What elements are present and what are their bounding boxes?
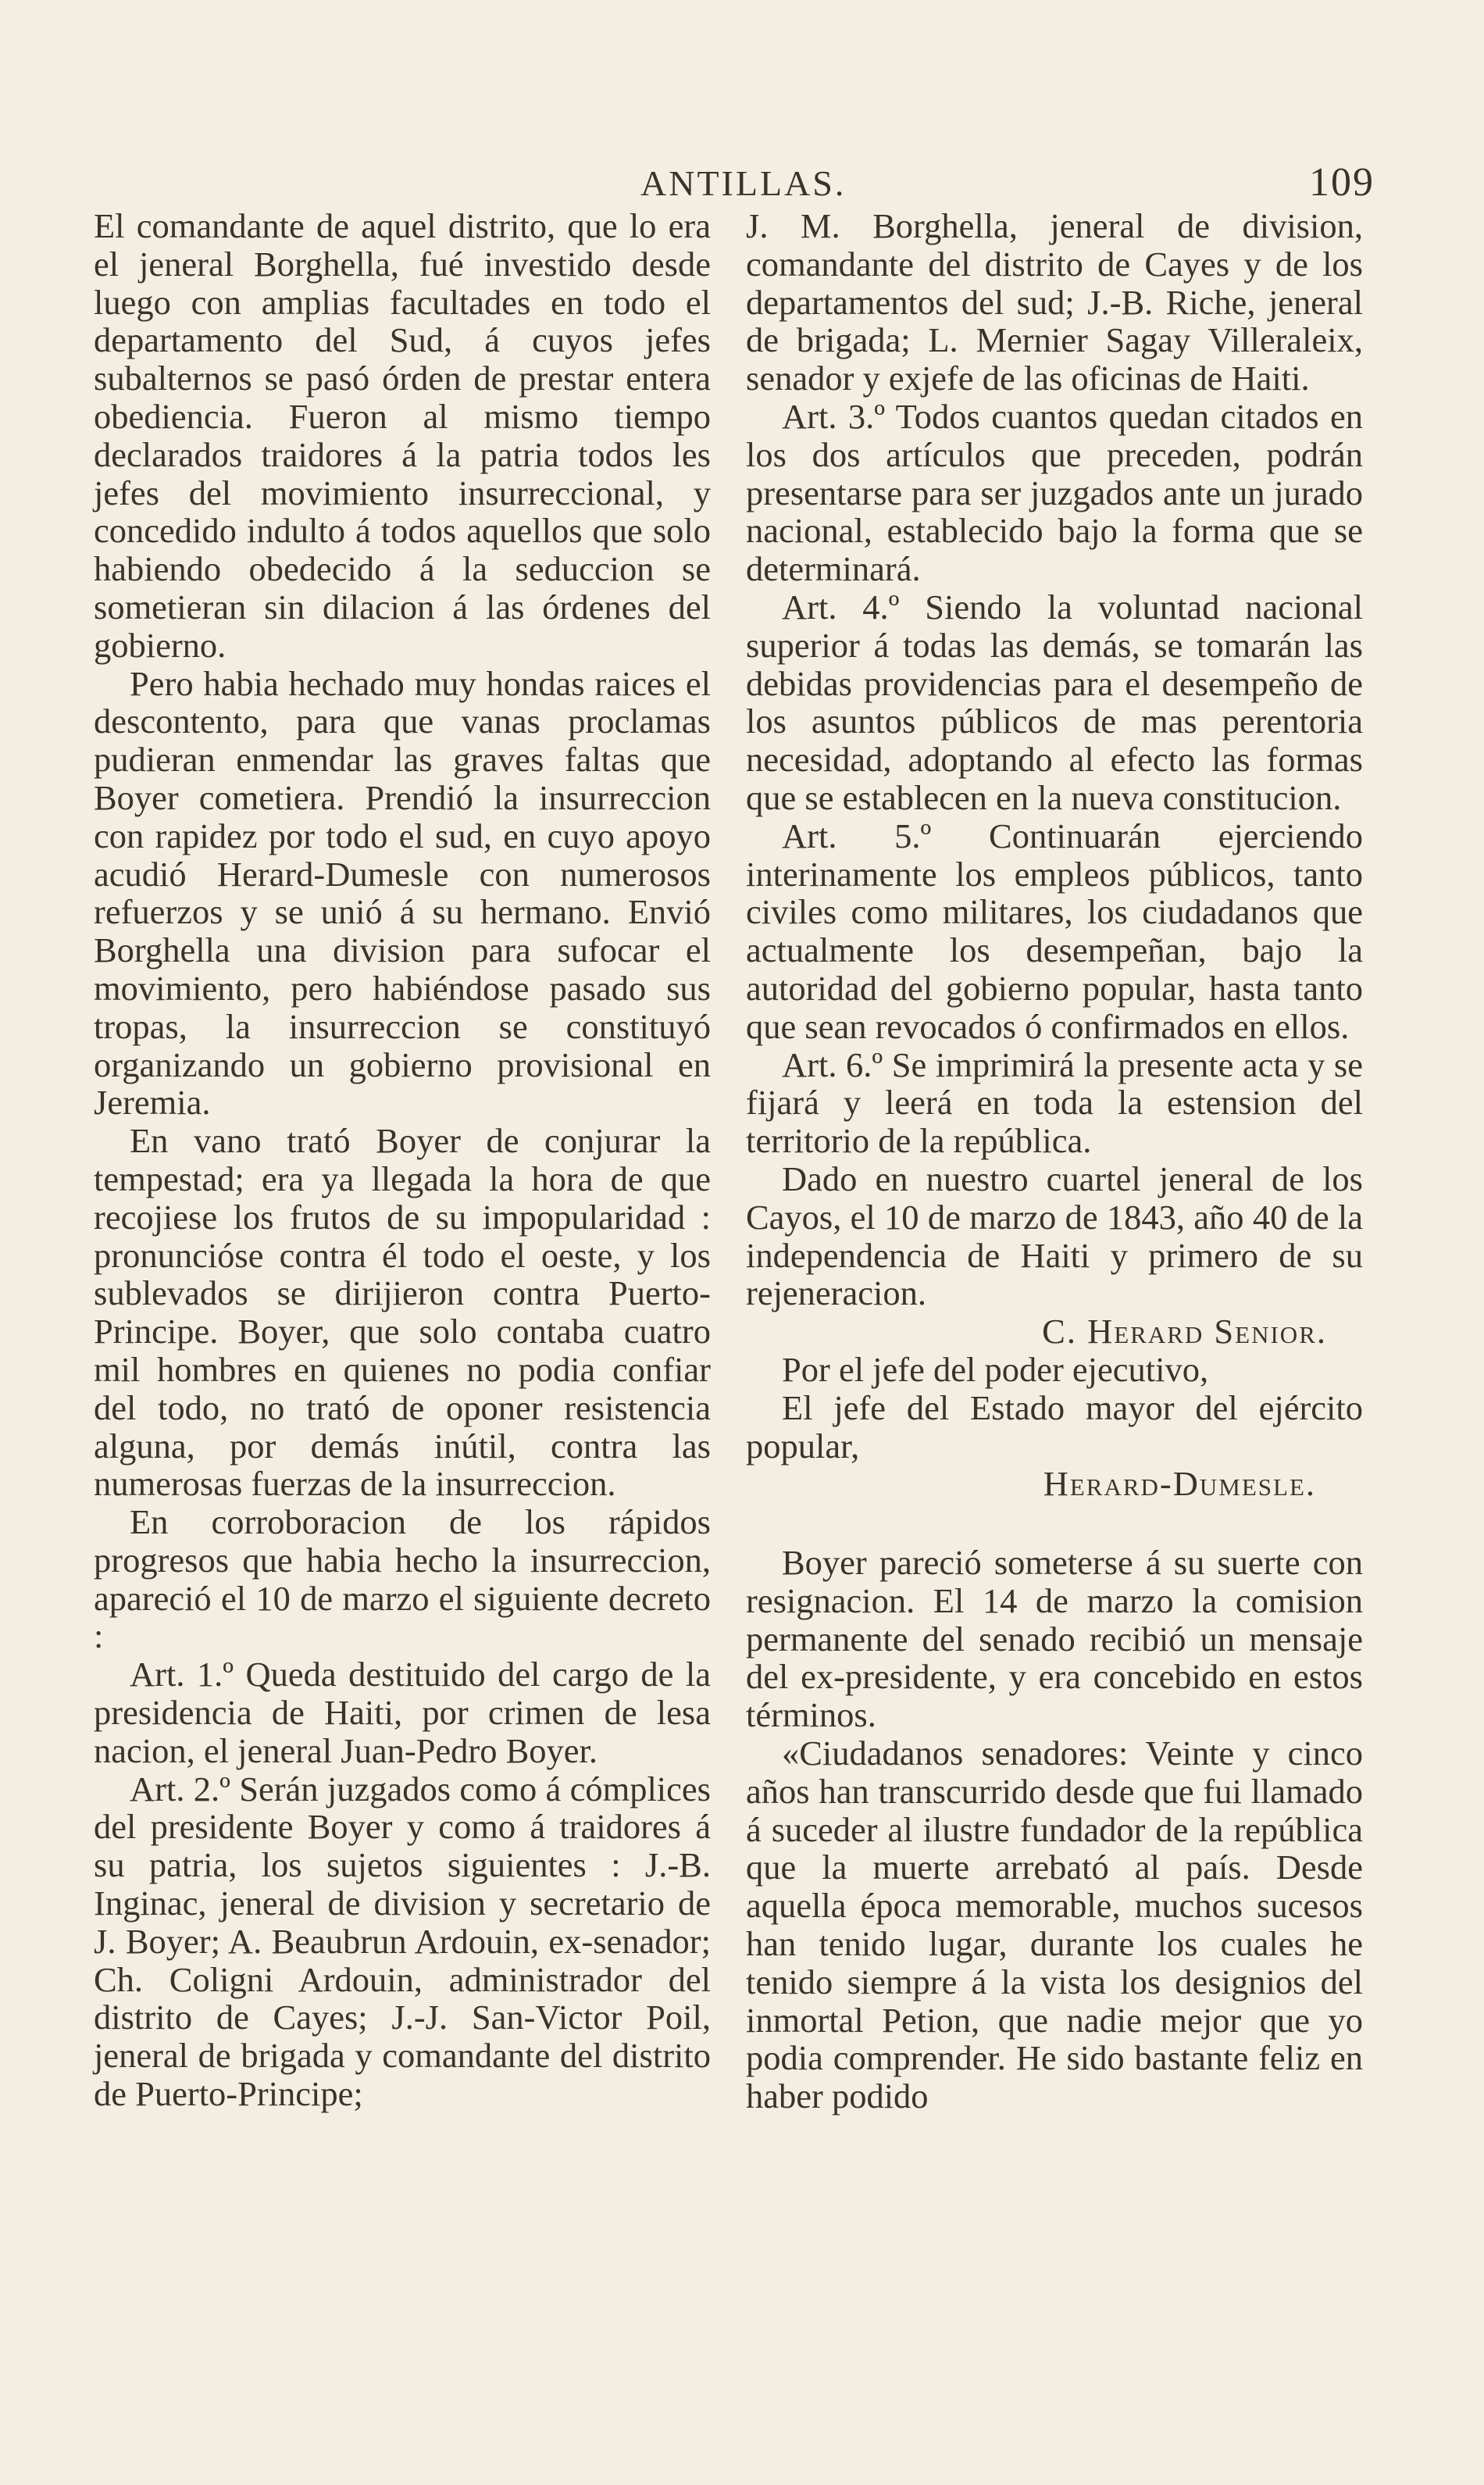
paragraph: El comandante de aquel distrito, que lo era el jeneral Borghella, fué investido desde luego con amplias facultades en todo el departamento del Sud, á cuyos jefes subalternos se pasó órden de prestar entera obediencia. Fueron al mismo tiempo declarados traidores á la patria todos les jefes del movimiento insurreccional, y concedido indulto á todos aquellos que solo habiendo obedecido á la seduccion se sometieran sin dilacion á las órdenes del gobierno. <box>94 206 711 665</box>
signature: Herard-Dumesle. <box>1043 1464 1316 1504</box>
page-number: 109 <box>1309 160 1375 205</box>
decree-article: Art. 1.º Queda destituido del cargo de la presidencia de Haiti, por crimen de lesa nacion, el jeneral Juan-Pedro Boyer. <box>94 1655 711 1770</box>
paragraph: J. M. Borghella, jeneral de division, comandante del distrito de Cayes y de los departamentos del sud; J.-B. Riche, jeneral de brigada; L. Mernier Sagay Villeraleix, senador y exjefe de las oficinas de Haiti. <box>746 206 1363 398</box>
paragraph: «Ciudadanos senadores: Veinte y cinco años han transcurrido desde que fui llamado á suceder al ilustre fundador de la república que la muerte arrebató al país. Desde aquella época memorable, muchos sucesos han tenido lugar, durante los cuales he tenido siempre á la vista los designios del inmortal Petion, que nadie mejor que yo podia comprender. He sido bastante feliz en haber podido <box>746 1733 1363 2116</box>
paragraph: En corroboracion de los rápidos progresos que habia hecho la insurreccion, apareció el 10 de marzo el siguiente decreto : <box>94 1502 711 1656</box>
decree-article: Art. 4.º Siendo la voluntad nacional superior á todas las demás, se tomarán las debidas providencias para el desempeño de los asuntos públicos de mas perentoria necesidad, adoptando al efecto las formas que se establecen en la nueva constitucion. <box>746 587 1363 817</box>
left-column <box>94 207 711 2113</box>
paragraph: Dado en nuestro cuartel jeneral de los Cayos, el 10 de marzo de 1843, año 40 de la independencia de Haiti y primero de su rejeneracion. <box>746 1159 1363 1313</box>
paragraph: Pero habia hechado muy hondas raices el descontento, para que vanas proclamas pudieran enmendar las graves faltas que Boyer cometiera. Prendió la insurreccion con rapidez por todo el sud, en cuyo apoyo acudió Herard-Dumesle con numerosos refuerzos y se unió á su hermano. Envió Borghella una division para sufocar el movimiento, pero habiéndose pasado sus tropas, la insurreccion se constituyó organizando un gobierno provisional en Jeremia. <box>94 663 711 1123</box>
signature: C. Herard Senior. <box>1042 1312 1327 1351</box>
paragraph: Por el jefe del poder ejecutivo, <box>782 1349 1209 1389</box>
right-column <box>746 207 1363 2115</box>
paragraph: Boyer pareció someterse á su suerte con resignacion. El 14 de marzo la comision permanente del senado recibió un mensaje del ex-presidente, y era concebido en estos términos. <box>746 1543 1363 1735</box>
paragraph: En vano trató Boyer de conjurar la tempestad; era ya llegada la hora de que recojiese los frutos de su impopularidad : pronuncióse contra él todo el oeste, y los sublevados se dirijieron contra Puerto-Principe. Boyer, que solo contaba cuatro mil hombres en quienes no podia confiar del todo, no trató de oponer resistencia alguna, por demás inútil, contra las numerosas fuerzas de la insurreccion. <box>94 1121 711 1504</box>
decree-article: Art. 5.º Continuarán ejerciendo interinamente los empleos públicos, tanto civiles como militares, los ciudadanos que actualmente los desempeñan, bajo la autoridad del gobierno popular, hasta tanto que sean revocados ó confirmados en ellos. <box>746 816 1363 1046</box>
running-title: ANTILLAS. <box>640 163 847 203</box>
decree-article: Art. 6.º Se imprimirá la presente acta y se fijará y leerá en toda la estension del territorio de la república. <box>746 1044 1363 1161</box>
decree-article: Art. 3.º Todos cuantos quedan citados en los dos artículos que preceden, podrán presentarse para ser juzgados ante un jurado nacional, establecido bajo la forma que se determinará. <box>746 396 1363 589</box>
paragraph: El jefe del Estado mayor del ejército popular, <box>746 1387 1363 1466</box>
decree-article: Art. 2.º Serán juzgados como á cómplices del presidente Boyer y como á traidores á su patria, los sujetos siguientes : J.-B. Inginac, jeneral de division y secretario de J. Boyer; A. Beaubrun Ardouin, ex-senador; Ch. Coligni Ardouin, administrador del distrito de Cayes; J.-J. San-Victor Poil, jeneral de brigada y comandante del distrito de Puerto-Principe; <box>94 1769 711 2114</box>
